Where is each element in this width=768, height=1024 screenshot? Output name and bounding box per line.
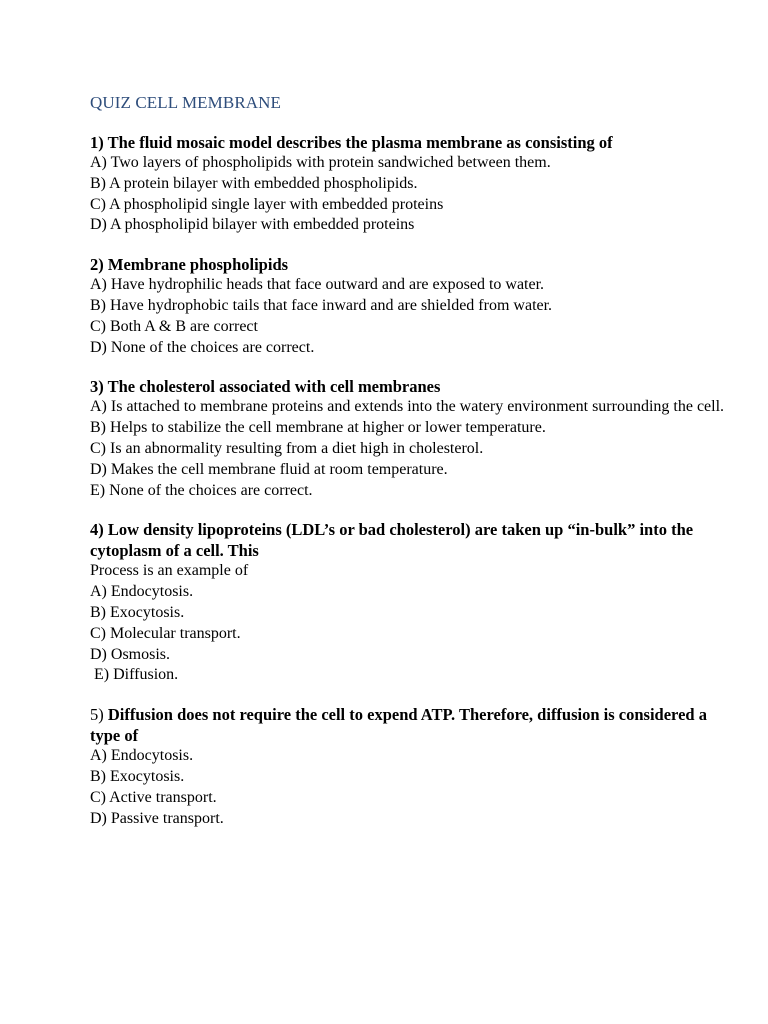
answer-option-a: A) Is attached to membrane proteins and extends into the watery environment surrounding the cell. xyxy=(90,398,725,416)
answer-option-a: A) Have hydrophilic heads that face outward and are exposed to water. xyxy=(90,276,545,294)
answer-options xyxy=(90,275,730,358)
answer-option-c: C) Both A & B are correct xyxy=(90,317,258,335)
question-1 xyxy=(90,132,730,236)
answer-options xyxy=(90,153,730,236)
answer-option-b: B) Exocytosis. xyxy=(90,603,185,621)
question-5 xyxy=(90,704,730,829)
answer-option-d: D) A phospholipid bilayer with embedded proteins xyxy=(90,216,415,234)
question-4 xyxy=(90,519,730,686)
answer-option-b: B) A protein bilayer with embedded phospholipids. xyxy=(90,174,418,192)
question-lead: Process is an example of xyxy=(90,562,249,580)
answer-option-a: A) Two layers of phospholipids with protein sandwiched between them. xyxy=(90,154,551,171)
question-stem: 4) Low density lipoproteins (LDL’s or bad cholesterol) are taken up “in-bulk” into the cytoplasm of a cell. This xyxy=(90,520,694,561)
answer-option-d: D) Passive transport. xyxy=(90,809,224,827)
answer-option-c: C) Is an abnormality resulting from a diet high in cholesterol. xyxy=(90,439,484,457)
answer-option-d: D) Makes the cell membrane fluid at room temperature. xyxy=(90,460,448,478)
answer-options xyxy=(90,582,730,686)
question-stem: 1) The fluid mosaic model describes the plasma membrane as consisting of xyxy=(90,133,613,152)
answer-option-d: D) Osmosis. xyxy=(90,645,171,663)
answer-option-c: C) A phospholipid single layer with embedded proteins xyxy=(90,195,444,213)
answer-option-b: B) Exocytosis. xyxy=(90,767,185,785)
answer-option-b: B) Helps to stabilize the cell membrane at higher or lower temperature. xyxy=(90,419,546,437)
answer-option-a: A) Endocytosis. xyxy=(90,583,194,601)
page-title: QUIZ CELL MEMBRANE xyxy=(90,93,281,112)
answer-option-c: C) Molecular transport. xyxy=(90,624,241,642)
answer-options xyxy=(90,397,730,501)
answer-options xyxy=(90,746,730,829)
answer-option-c: C) Active transport. xyxy=(90,788,217,806)
question-stem: 3) The cholesterol associated with cell membranes xyxy=(90,377,441,397)
question-2 xyxy=(90,254,730,358)
quiz-document xyxy=(90,92,730,847)
answer-option-d: D) None of the choices are correct. xyxy=(90,338,315,356)
question-number: 5) xyxy=(90,705,104,725)
question-stem: 2) Membrane phospholipids xyxy=(90,255,289,275)
answer-option-b: B) Have hydrophobic tails that face inward and are shielded from water. xyxy=(90,296,553,314)
question-stem xyxy=(90,704,730,746)
answer-option-e: E) None of the choices are correct. xyxy=(90,481,313,499)
question-text: Diffusion does not require the cell to expend ATP. Therefore, diffusion is considered a type of xyxy=(90,705,707,746)
answer-option-a: A) Endocytosis. xyxy=(90,747,194,765)
question-3 xyxy=(90,376,730,501)
answer-option-e: E) Diffusion. xyxy=(94,666,179,684)
